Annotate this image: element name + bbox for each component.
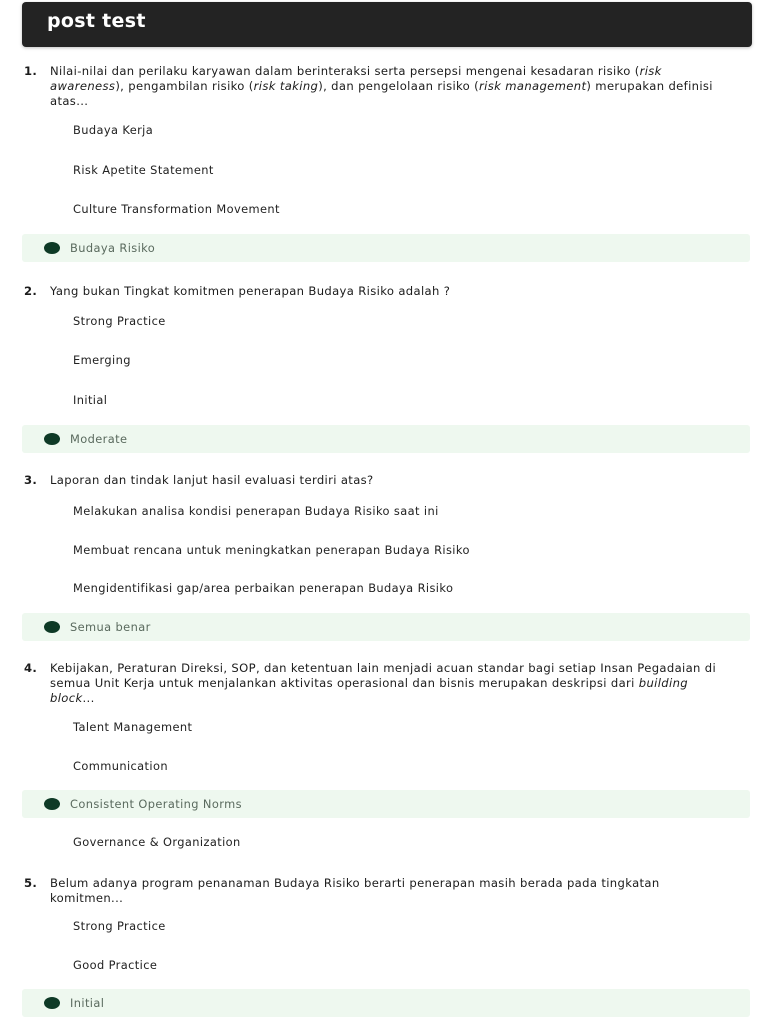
option-talent-management[interactable] — [22, 713, 750, 741]
radio-button[interactable] — [47, 354, 59, 366]
option-label: Initial — [70, 996, 105, 1010]
option-label: Culture Transformation Movement — [73, 202, 280, 216]
radio-button[interactable] — [47, 394, 59, 406]
question-number: 2. — [24, 284, 38, 298]
option-strong-practice[interactable] — [22, 307, 750, 335]
option-communication[interactable] — [22, 752, 750, 780]
option-label: Risk Apetite Statement — [73, 163, 214, 177]
radio-button[interactable] — [47, 203, 59, 215]
question-5 — [22, 876, 752, 1010]
option-membuat-rencana[interactable] — [22, 536, 750, 564]
question-2 — [22, 284, 752, 446]
option-label: Budaya Risiko — [70, 241, 156, 255]
question-1 — [22, 64, 752, 255]
radio-button[interactable] — [47, 836, 59, 848]
option-mengidentifikasi-gap[interactable] — [22, 574, 750, 602]
radio-button[interactable] — [47, 721, 59, 733]
option-risk-apetite-statement[interactable] — [22, 156, 750, 184]
question-text: Kebijakan, Peraturan Direksi, SOP, dan ketentuan lain menjadi acuan standar bagi setiap Insan Pegadaian di semua Unit Kerja untuk menjalankan aktivitas operasional dan bisnis merupakan deskripsi dari building block... — [50, 661, 717, 705]
question-number: 1. — [24, 64, 38, 78]
radio-button[interactable] — [47, 760, 59, 772]
option-strong-practice[interactable] — [22, 912, 750, 940]
question-text: Nilai-nilai dan perilaku karyawan dalam berinteraksi serta persepsi mengenai kesadaran risiko (risk awareness), pengambilan risiko (risk taking), dan pengelolaan risiko (risk management) merupakan definisi atas... — [50, 64, 713, 108]
option-moderate[interactable] — [22, 425, 750, 453]
option-label: Semua benar — [70, 620, 151, 634]
question-text: Yang bukan Tingkat komitmen penerapan Budaya Risiko adalah ? — [50, 284, 451, 298]
option-good-practice[interactable] — [22, 951, 750, 979]
option-label: Communication — [73, 759, 168, 773]
radio-button[interactable] — [47, 582, 59, 594]
option-emerging[interactable] — [22, 346, 750, 374]
option-semua-benar[interactable] — [22, 613, 750, 641]
option-label: Consistent Operating Norms — [70, 797, 242, 811]
question-number: 3. — [24, 473, 38, 487]
option-budaya-risiko[interactable] — [22, 234, 750, 262]
option-label: Mengidentifikasi gap/area perbaikan penerapan Budaya Risiko — [73, 581, 454, 595]
radio-selected-icon[interactable] — [44, 621, 60, 633]
option-label: Good Practice — [73, 958, 158, 972]
radio-button[interactable] — [47, 920, 59, 932]
radio-selected-icon[interactable] — [44, 798, 60, 810]
radio-selected-icon[interactable] — [44, 997, 60, 1009]
question-text: Belum adanya program penanaman Budaya Risiko berarti penerapan masih berada pada tingkatan komitmen... — [50, 876, 660, 905]
option-label: Membuat rencana untuk meningkatkan penerapan Budaya Risiko — [73, 543, 470, 557]
option-initial[interactable] — [22, 386, 750, 414]
option-label: Budaya Kerja — [73, 123, 154, 137]
option-consistent-operating-norms[interactable] — [22, 790, 750, 818]
option-governance-organization[interactable] — [22, 828, 750, 856]
option-label: Melakukan analisa kondisi penerapan Budaya Risiko saat ini — [73, 504, 439, 518]
radio-button[interactable] — [47, 124, 59, 136]
radio-button[interactable] — [47, 315, 59, 327]
radio-button[interactable] — [47, 544, 59, 556]
option-label: Governance & Organization — [73, 835, 241, 849]
option-melakukan-analisa[interactable] — [22, 497, 750, 525]
question-4 — [22, 661, 752, 849]
option-budaya-kerja[interactable] — [22, 116, 750, 144]
radio-selected-icon[interactable] — [44, 242, 60, 254]
radio-button[interactable] — [47, 505, 59, 517]
option-label: Strong Practice — [73, 919, 166, 933]
option-culture-transformation-movement[interactable] — [22, 195, 750, 223]
option-label: Initial — [73, 393, 108, 407]
header-bar — [22, 2, 752, 47]
option-label: Emerging — [73, 353, 131, 367]
question-number: 5. — [24, 876, 38, 890]
option-initial[interactable] — [22, 989, 750, 1017]
radio-selected-icon[interactable] — [44, 433, 60, 445]
option-label: Strong Practice — [73, 314, 166, 328]
question-text: Laporan dan tindak lanjut hasil evaluasi terdiri atas? — [50, 473, 374, 487]
radio-button[interactable] — [47, 164, 59, 176]
question-3 — [22, 473, 752, 634]
page-title: post test — [47, 10, 146, 32]
option-label: Talent Management — [73, 720, 193, 734]
radio-button[interactable] — [47, 959, 59, 971]
question-number: 4. — [24, 661, 38, 675]
option-label: Moderate — [70, 432, 128, 446]
